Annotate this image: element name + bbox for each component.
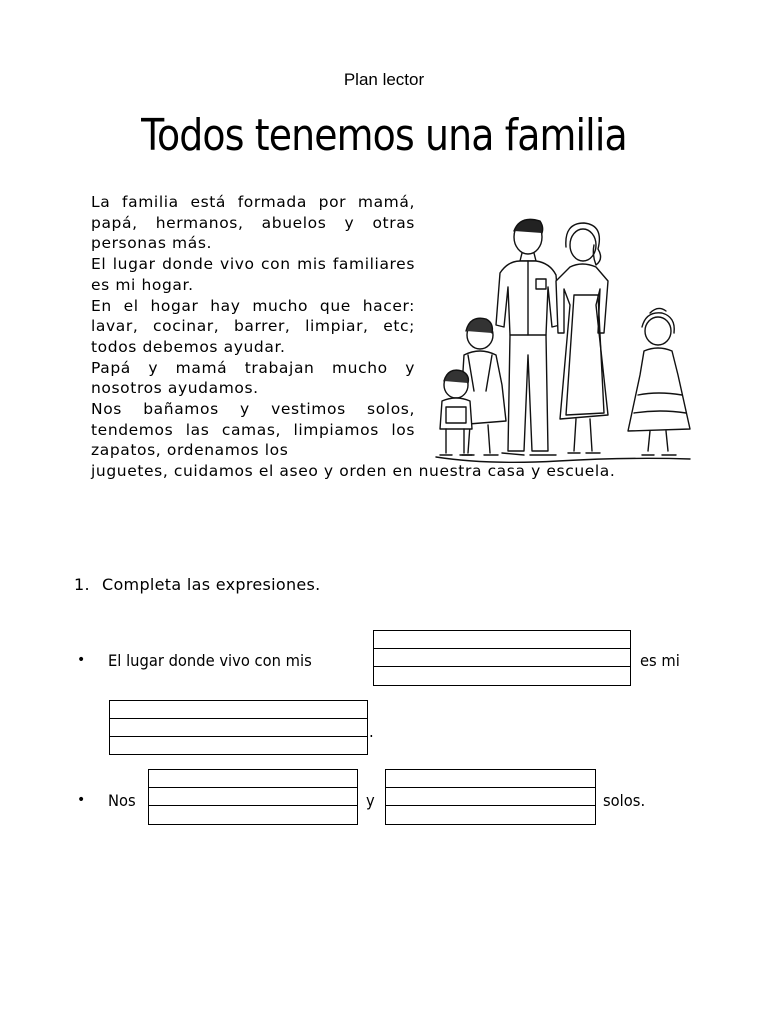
bullet-icon: • [77, 792, 86, 808]
exercise-2-text-middle: y [366, 791, 375, 810]
instruction-text: Completa las expresiones. [102, 575, 321, 594]
family-illustration-icon [428, 215, 694, 477]
story-paragraph-parents: Papá y mamá trabajan mucho y nosotros ayudamos. [91, 358, 415, 398]
exercise-2-text-before: Nos [108, 791, 136, 810]
page-title: Todos tenemos una familia [141, 110, 627, 161]
exercise-2-text-after: solos. [603, 791, 646, 810]
story-paragraph-family: La familia está formada por mamá, papá, hermanos, abuelos y otras personas más. [91, 193, 415, 253]
writing-line [149, 805, 357, 806]
writing-line [110, 736, 367, 737]
answer-box-hogar[interactable] [109, 700, 368, 755]
instruction-item [74, 575, 321, 594]
small-child-figure [440, 370, 472, 455]
answer-box-banamos[interactable] [148, 769, 358, 825]
story-paragraph-self-care: Nos bañamos y vestimos solos, tendemos las camas, limpiamos los zapatos, ordenamos los [91, 400, 415, 460]
mother-figure [556, 223, 608, 453]
writing-line [386, 787, 595, 788]
story-paragraph-chores: En el hogar hay mucho que hacer: lavar, cocinar, barrer, limpiar, etc; todos debemos ayudar. [91, 296, 415, 356]
header-label: Plan lector [343, 70, 425, 89]
writing-line [374, 666, 630, 667]
exercise-1-text-before: El lugar donde vivo con mis [108, 651, 312, 670]
story-paragraph-self-care-continued: juguetes, cuidamos el aseo y orden en nuestra casa y escuela. [91, 462, 616, 481]
writing-line [149, 787, 357, 788]
instruction-number: 1. [74, 575, 90, 594]
writing-line [374, 648, 630, 649]
writing-line [110, 718, 367, 719]
exercise-1-text-after: es mi [640, 651, 680, 670]
exercise-1-period: . [369, 722, 374, 741]
answer-box-vestimos[interactable] [385, 769, 596, 825]
writing-line [386, 805, 595, 806]
answer-box-familiares[interactable] [373, 630, 631, 686]
story-paragraph-home: El lugar donde vivo con mis familiares es mi hogar. [91, 255, 415, 294]
girl-figure [628, 308, 690, 455]
bullet-icon: • [77, 652, 86, 668]
